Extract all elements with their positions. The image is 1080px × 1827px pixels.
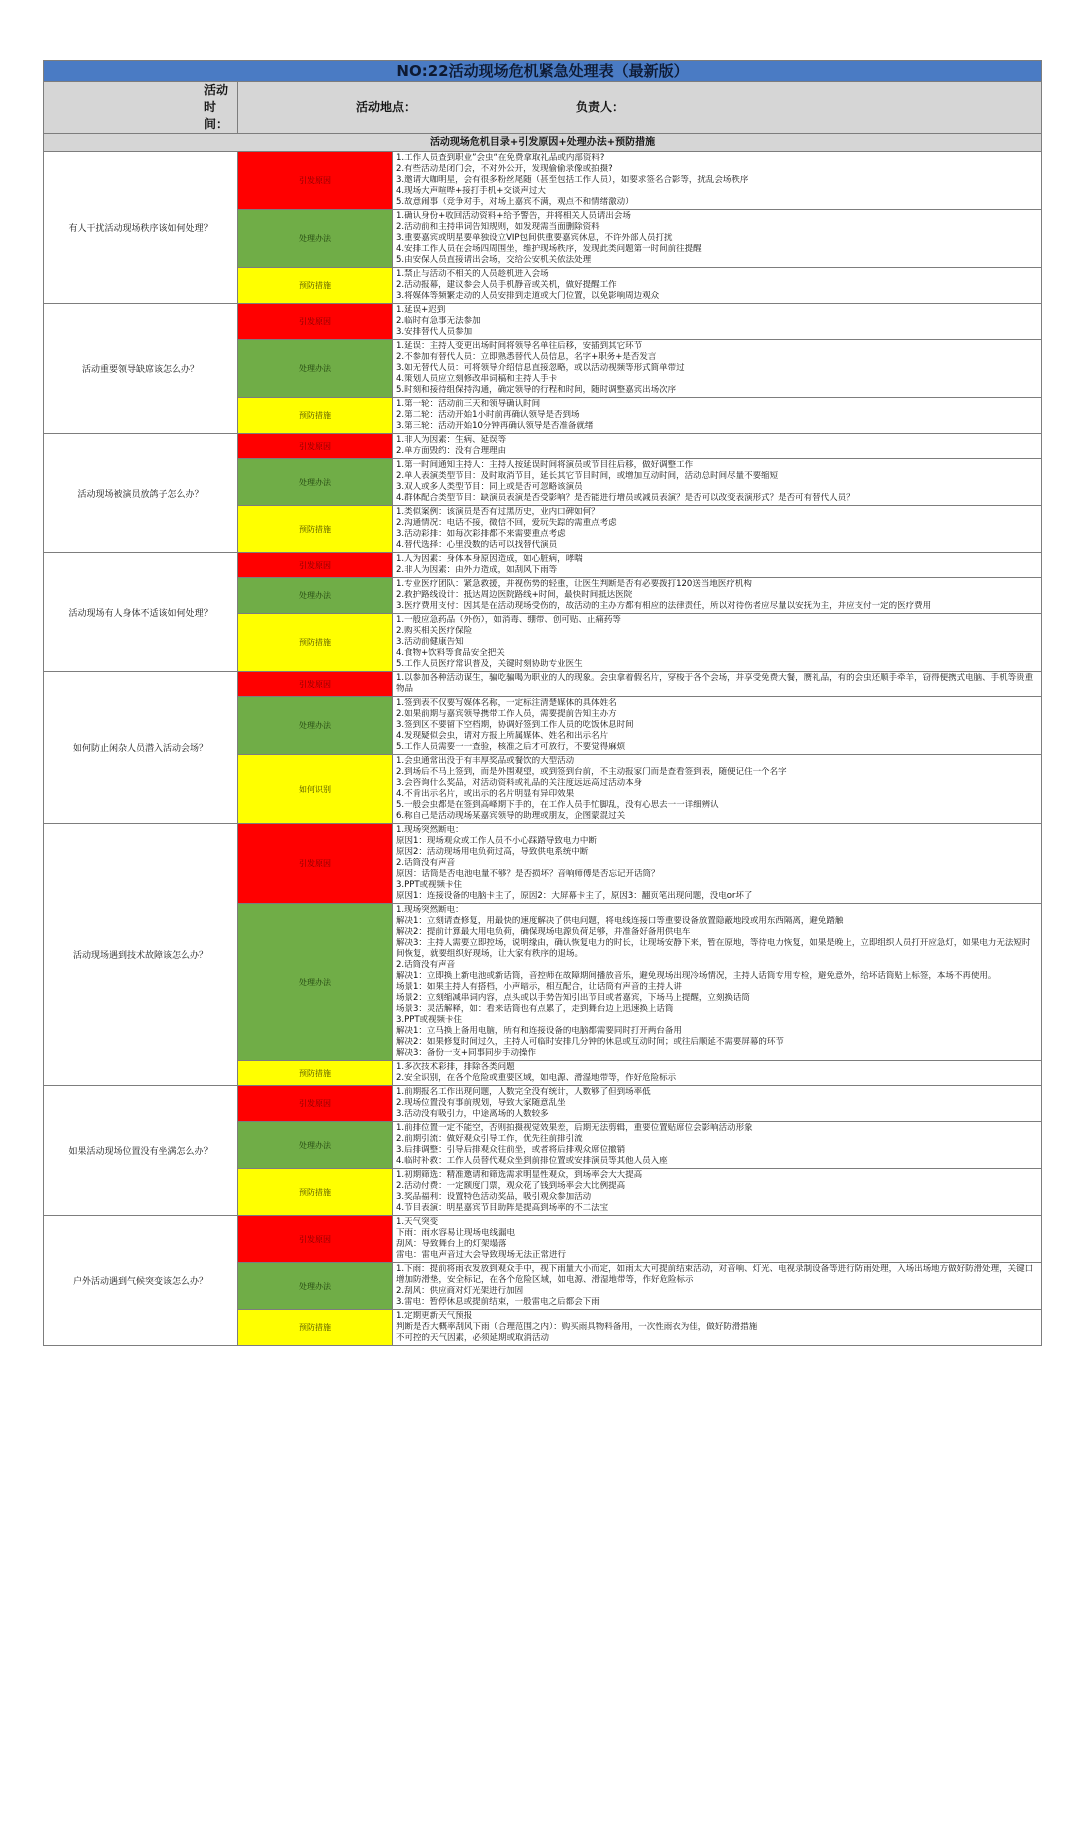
detail-line: 不可控的天气因素，必须延期或取消活动: [396, 1333, 550, 1343]
row-detail: [393, 459, 1042, 506]
detail-line: 2.前期引流：做好观众引导工作，优先往前排引流: [396, 1134, 583, 1144]
table-row: [44, 672, 1042, 697]
row-detail: [393, 1310, 1042, 1346]
detail-line: 5.工作人员需要一一查验，核准之后才可放行，不要觉得麻烦: [396, 742, 626, 752]
detail-line: 解决1：立马换上备用电脑，所有和连接设备的电脑都需要同时打开两台备用: [396, 1026, 682, 1036]
row-detail: [393, 268, 1042, 304]
row-detail: [393, 614, 1042, 672]
row-detail: [393, 398, 1042, 434]
detail-line: 1.确认身份+收回活动资料+给予警告，并将相关人员请出会场: [396, 211, 631, 221]
crisis-question: 活动现场遇到技术故障该怎么办？: [44, 824, 238, 1086]
detail-line: 2.临时有急事无法参加: [396, 316, 481, 326]
row-category-label: 引发原因: [238, 672, 393, 697]
table-row: [44, 152, 1042, 210]
detail-line: 5.故意闹事（竞争对手，对场上嘉宾不满，观点不和情绪激动）: [396, 197, 634, 207]
crisis-question: 户外活动遇到气候突变该怎么办？: [44, 1216, 238, 1346]
detail-line: 2.第二轮：活动开始1小时前再确认领导是否到场: [396, 410, 580, 420]
detail-line: 3.会咨询什么奖品，对活动资料或礼品的关注度远远高过活动本身: [396, 778, 643, 788]
detail-line: 刮风：导致舞台上的灯架塌落: [396, 1239, 507, 1249]
table-row: [44, 824, 1042, 904]
detail-line: 4.策划人员应立刻修改串词稿和主持人手卡: [396, 374, 558, 384]
detail-line: 2.有些活动是闭门会，不对外公开，发现偷偷录像或拍摄?: [396, 164, 613, 174]
row-category-label: 处理办法: [238, 1122, 393, 1169]
crisis-question: 活动现场有人身体不适该如何处理？: [44, 553, 238, 672]
detail-line: 4.临时补救：工作人员替代观众坐到前排位置或安排演员等其他人员入座: [396, 1156, 668, 1166]
detail-line: 3.安排替代人员参加: [396, 327, 473, 337]
detail-line: 5.时刻和接待组保持沟通，确定领导的行程和时间，随时调整嘉宾出场次序: [396, 385, 677, 395]
detail-line: 场景1：如果主持人有搭档，小声暗示，相互配合，让话筒有声音的主持人讲: [396, 982, 682, 992]
detail-line: 4.发现疑似会虫，请对方报上所属媒体、姓名和出示名片: [396, 731, 609, 741]
row-detail: [393, 152, 1042, 210]
detail-line: 1.签到表不仅要写媒体名称，一定标注清楚媒体的具体姓名: [396, 698, 617, 708]
detail-line: 1.第一时间通知主持人：主持人按延误时间将演员或节目往后移，做好调整工作: [396, 460, 694, 470]
detail-line: 1.延误+迟到: [396, 305, 446, 315]
row-category-label: 引发原因: [238, 1216, 393, 1263]
row-category-label: 引发原因: [238, 824, 393, 904]
detail-line: 1.一般应急药品（外伤），如消毒、绷带、创可贴、止痛药等: [396, 615, 621, 625]
row-category-label: 预防措施: [238, 506, 393, 553]
table-row: [44, 1086, 1042, 1122]
detail-line: 1.多次技术彩排，排除各类问题: [396, 1062, 515, 1072]
detail-line: 3.医疗费用支付：因其是在活动现场受伤的，故活动的主办方都有相应的法律责任，所以对待伤者应尽量以安抚为主，并应支付一定的医疗费用: [396, 601, 932, 611]
detail-line: 原因2：活动现场用电负荷过高，导致供电系统中断: [396, 847, 589, 857]
row-category-label: 引发原因: [238, 304, 393, 340]
detail-line: 1.前排位置一定不能空，否则拍摄视觉效果差，后期无法剪辑，重要位置贴席位会影响活动形象: [396, 1123, 753, 1133]
detail-line: 2.救护路线设计：抵达周边医院路线+时间，最快时间抵达医院: [396, 590, 633, 600]
row-detail: [393, 904, 1042, 1061]
detail-line: 解决2：提前计算最大用电负荷，确保现场电源负荷足够，并准备好备用供电车: [396, 927, 691, 937]
row-category-label: 引发原因: [238, 434, 393, 459]
crisis-question: 活动现场被演员放鸽子怎么办？: [44, 434, 238, 553]
detail-line: 3.PPT或视频卡住: [396, 880, 463, 890]
detail-line: 1.现场突然断电：: [396, 905, 464, 915]
detail-line: 4.安排工作人员在会场四周围坐，维护现场秩序，发现此类问题第一时间前往提醒: [396, 244, 702, 254]
detail-line: 5.工作人员医疗常识普及，关键时刻协助专业医生: [396, 659, 583, 669]
crisis-question: 有人干扰活动现场秩序该如何处理？: [44, 152, 238, 304]
detail-line: 原因：话筒是否电池电量不够？是否损坏？音响师傅是否忘记开话筒？: [396, 869, 660, 879]
detail-line: 解决3：主持人需要立即控场，说明缘由，确认恢复电力的时长，让现场安静下来，暂在原地，等待电力恢复，如果是晚上，立即组织人员打开应急灯，如果电力无法短时间恢复，就要组织好现场，让大家有秩序的退场。: [396, 938, 1031, 959]
detail-line: 解决1：立刻请查修复，用最快的速度解决了供电问题，将电线连接口等重要设备放置隐蔽地段或用东西隔离，避免踏触: [396, 916, 844, 926]
row-detail: [393, 304, 1042, 340]
row-category-label: 引发原因: [238, 152, 393, 210]
detail-line: 2.单方面毁约：没有合理理由: [396, 446, 507, 456]
row-category-label: 处理办法: [238, 210, 393, 268]
row-detail: [393, 210, 1042, 268]
detail-line: 3.活动没有吸引力，中途离场的人数较多: [396, 1109, 549, 1119]
row-category-label: 如何识别: [238, 755, 393, 824]
row-detail: [393, 1086, 1042, 1122]
row-category-label: 处理办法: [238, 697, 393, 755]
crisis-question: 如何防止闲杂人员潜入活动会场？: [44, 672, 238, 824]
detail-line: 2.活动前和主持串词告知规则，如发现需当面删除资料: [396, 222, 600, 232]
detail-line: 5.一般会虫都是在签到高峰期下手的，在工作人员手忙脚乱，没有心思去一一详细辨认: [396, 800, 719, 810]
detail-line: 4.不肯出示名片，或出示的名片明显有异印效果: [396, 789, 575, 799]
crisis-table-sheet: [43, 60, 1041, 1346]
detail-line: 3.奖品福利：设置特色活动奖品，吸引观众参加活动: [396, 1192, 592, 1202]
detail-line: 2.刮风：供应商对灯光架进行加固: [396, 1286, 524, 1296]
crisis-table: [43, 60, 1042, 1346]
row-category-label: 处理办法: [238, 578, 393, 614]
row-category-label: 预防措施: [238, 1169, 393, 1216]
detail-line: 4.群体配合类型节目：缺演员表演是否受影响？是否能进行增员或减员表演？是否可以改变表演形式？是否可有替代人员？: [396, 493, 855, 503]
row-detail: [393, 755, 1042, 824]
row-category-label: 预防措施: [238, 1061, 393, 1086]
detail-line: 解决3：备份一支+同事同步手动操作: [396, 1048, 537, 1058]
owner-label: 负责人：: [576, 100, 625, 114]
row-detail: [393, 553, 1042, 578]
row-detail: [393, 1169, 1042, 1216]
detail-line: 1.定期更新天气预报: [396, 1311, 473, 1321]
activity-place-label: 活动地点：: [356, 100, 417, 114]
row-category-label: 预防措施: [238, 398, 393, 434]
detail-line: 2.购买相关医疗保险: [396, 626, 473, 636]
detail-line: 2.活动报幕，建议参会人员手机静音或关机，做好提醒工作: [396, 280, 617, 290]
row-detail: [393, 578, 1042, 614]
detail-line: 1.会虫通常出没于有丰厚奖品或餐饮的大型活动: [396, 756, 575, 766]
detail-line: 2.话筒没有声音: [396, 960, 456, 970]
row-detail: [393, 434, 1042, 459]
crisis-question: 活动重要领导缺席该怎么办？: [44, 304, 238, 434]
detail-line: 4.节目表演：明星嘉宾节目助阵是提高到场率的不二法宝: [396, 1203, 609, 1213]
detail-line: 2.非人为因素：由外力造成，如刮风下雨等: [396, 565, 558, 575]
row-category-label: 处理办法: [238, 340, 393, 398]
detail-line: 3.第三轮：活动开始10分钟再确认领导是否准备就绪: [396, 421, 594, 431]
table-row: [44, 553, 1042, 578]
detail-line: 场景3：灵活解释，如：看来话筒也有点累了，走到舞台边上迅速换上话筒: [396, 1004, 674, 1014]
row-detail: [393, 697, 1042, 755]
header-right: [238, 82, 1042, 134]
detail-line: 1.专业医疗团队：紧急救援，并视伤势的轻重，让医生判断是否有必要拨打120送当地医疗机构: [396, 579, 752, 589]
detail-line: 1.禁止与活动不相关的人员趁机进入会场: [396, 269, 549, 279]
row-category-label: 预防措施: [238, 268, 393, 304]
row-category-label: 处理办法: [238, 1263, 393, 1310]
detail-line: 原因1：现场观众或工作人员不小心踩踏导致电力中断: [396, 836, 597, 846]
table-row: [44, 434, 1042, 459]
detail-line: 3.PPT或视频卡住: [396, 1015, 463, 1025]
row-detail: [393, 672, 1042, 697]
detail-line: 3.雷电：暂停休息或提前结束，一般雷电之后都会下雨: [396, 1297, 600, 1307]
row-category-label: 引发原因: [238, 1086, 393, 1122]
row-detail: [393, 506, 1042, 553]
detail-line: 2.如果前期与嘉宾领导携带工作人员，需要提前告知主办方: [396, 709, 617, 719]
row-detail: [393, 340, 1042, 398]
detail-line: 1.第一轮：活动前三天和领导确认时间: [396, 399, 541, 409]
row-detail: [393, 1263, 1042, 1310]
row-category-label: 引发原因: [238, 553, 393, 578]
detail-line: 4.替代选择：心里没数的话可以找替代演员: [396, 540, 558, 550]
detail-line: 2.不参加有替代人员：立即熟悉替代人员信息，名字+职务+是否发言: [396, 352, 657, 362]
detail-line: 3.重要嘉宾或明星要单独设立VIP包间供重要嘉宾休息，不许外部人员打扰: [396, 233, 673, 243]
detail-line: 6.称自己是活动现场某嘉宾领导的助理或朋友，企图蒙混过关: [396, 811, 626, 821]
detail-line: 1.现场突然断电：: [396, 825, 464, 835]
row-category-label: 预防措施: [238, 614, 393, 672]
table-row: [44, 1216, 1042, 1263]
detail-line: 2.安全识别，在各个危险或重要区域，如电源、滑湿地带等，作好危险标示: [396, 1073, 677, 1083]
detail-line: 下雨：雨水容易让现场电线漏电: [396, 1228, 516, 1238]
row-detail: [393, 1122, 1042, 1169]
table-subtitle: 活动现场危机目录+引发原因+处理办法+预防措施: [44, 134, 1042, 152]
detail-line: 1.工作人员查到职业”会虫“在免费拿取礼品或内部资料?: [396, 153, 605, 163]
row-category-label: 处理办法: [238, 459, 393, 506]
detail-line: 1.初期筛选：精准邀请和筛选需求明显性观众，到场率会大大提高: [396, 1170, 643, 1180]
detail-line: 1.延误：主持人变更出场时间将领导名单往后移，安插到其它环节: [396, 341, 643, 351]
detail-line: 3.活动彩排：如每次彩排都不来需要重点考虑: [396, 529, 566, 539]
row-detail: [393, 1061, 1042, 1086]
row-detail: [393, 1216, 1042, 1263]
detail-line: 1.非人为因素：生病、延误等: [396, 435, 507, 445]
detail-line: 2.单人表演类型节目：及时取消节目，延长其它节目时间，或增加互动时间，活动总时间尽量不要缩短: [396, 471, 779, 481]
detail-line: 1.前期报名工作出现问题，人数完全没有统计，人数够了但到场率低: [396, 1087, 651, 1097]
detail-line: 解决1：立即换上新电池或新话筒，音控师在故障期间播放音乐，避免现场出现冷场情况，主持人话筒专用专检，避免意外，给坏话筒贴上标签，本场不再使用。: [396, 971, 997, 981]
detail-line: 2.到场后不马上签到，而是外围观望，或到签到台前，不主动报家门而是查看签到表，随便记住一个名字: [396, 767, 787, 777]
detail-line: 1.类似案例：该演员是否有过黑历史，业内口碑如何？: [396, 507, 600, 517]
detail-line: 原因1：连接设备的电脑卡主了，原因2：大屏幕卡主了，原因3：翻页笔出现问题，没电or坏了: [396, 891, 753, 901]
detail-line: 3.双人或多人类型节目：同上或是否可忽略该演员: [396, 482, 583, 492]
row-category-label: 预防措施: [238, 1310, 393, 1346]
detail-line: 3.活动前健康告知: [396, 637, 464, 647]
activity-time-label: 活动时间：: [44, 82, 238, 134]
row-category-label: 处理办法: [238, 904, 393, 1061]
detail-line: 雷电：雷电声音过大会导致现场无法正常进行: [396, 1250, 567, 1260]
detail-line: 2.沟通情况：电话不接，微信不回，爱玩失踪的需重点考虑: [396, 518, 617, 528]
detail-line: 4.食物+饮料等食品安全把关: [396, 648, 505, 658]
detail-line: 1.下雨：提前将雨衣发放到观众手中，视下雨量大小而定，如雨太大可提前结束活动，对音响、灯光、电视录制设备等进行防雨处理，入场出场地方做好防滑处理，关键口增加防滑垫，安全标记，在各个危险区域，如电源、滑湿地带等，作好危险标示: [396, 1264, 1034, 1285]
detail-line: 3.后排调整：引导后排观众往前坐，或者将后排观众席位撤销: [396, 1145, 626, 1155]
detail-line: 判断是否大概率刮风下雨（合理范围之内）：购买雨具物料备用，一次性雨衣为佳，做好防滑措施: [396, 1322, 758, 1332]
detail-line: 3.签到区不要留下空档期，协调好签到工作人员的吃饭休息时间: [396, 720, 634, 730]
detail-line: 5.由安保人员直接请出会场，交给公安机关依法处理: [396, 255, 592, 265]
detail-line: 解决2：如果修复时间过久，主持人可临时安排几分钟的休息或互动时间；或往后顺延不需要屏幕的环节: [396, 1037, 784, 1047]
detail-line: 1.以参加各种活动谋生，骗吃骗喝为职业的人的现象。会虫拿着假名片，穿梭于各个会场，并享受免费大餐，赝礼品，有的会虫还顺手牵羊，窃得便携式电脑、手机等贵重物品: [396, 673, 1034, 694]
detail-line: 2.活动付费：一定额度门票，观众花了钱到场率会大比例提高: [396, 1181, 626, 1191]
detail-line: 4.现场大声喧哗+接打手机+交谈声过大: [396, 186, 546, 196]
detail-line: 2.现场位置没有事前规划，导致大家随意乱坐: [396, 1098, 566, 1108]
detail-line: 1.人为因素：身体本身原因造成，如心脏病，哮喘: [396, 554, 583, 564]
detail-line: 场景2：立刻缩减串词内容，点头或以手势告知引出节目或者嘉宾，下场马上提醒，立刻换话筒: [396, 993, 750, 1003]
detail-line: 3.如无替代人员：可将领导介绍信息直接忽略，或以活动视频等形式简单带过: [396, 363, 685, 373]
detail-line: 3.邀请大咖明星，会有很多粉丝尾随（甚至包括工作人员），如要求签名合影等，扰乱会场秩序: [396, 175, 749, 185]
detail-line: 1.天气突变: [396, 1217, 439, 1227]
row-detail: [393, 824, 1042, 904]
table-row: [44, 304, 1042, 340]
detail-line: 2.话筒没有声音: [396, 858, 456, 868]
crisis-question: 如果活动现场位置没有坐满怎么办？: [44, 1086, 238, 1216]
sheet-title: NO:22活动现场危机紧急处理表（最新版）: [44, 61, 1042, 82]
detail-line: 3.将媒体等频繁走动的人员安排到走道或大门位置，以免影响周边观众: [396, 291, 660, 301]
